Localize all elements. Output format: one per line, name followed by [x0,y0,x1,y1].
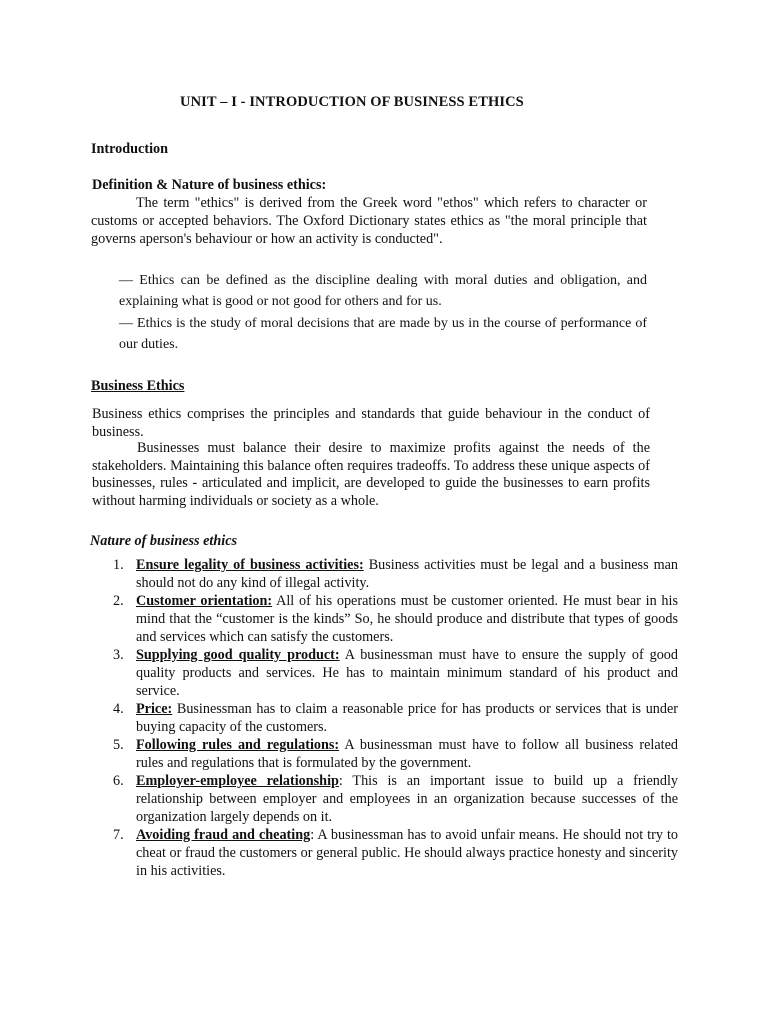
list-item-body [136,826,678,880]
list-item-text: Businessman has to claim a reasonable price for has products or services that is under buying capacity of the customers. [136,701,678,735]
list-item-text: Business activities must be legal and a business man should not do any kind of illegal activity. [136,557,678,591]
list-item-label: Supplying good quality product: [136,647,340,663]
nature-heading: Nature of business ethics [90,533,238,549]
list-number: 4. [113,701,124,717]
list-item-body [136,646,678,700]
list-item-body [136,592,678,646]
list-item-label: Customer orientation: [136,593,273,609]
definition-paragraph [91,194,647,248]
list-item [108,826,678,880]
list-item-body [136,736,678,772]
list-item-text: All of his operations must be customer oriented. He must bear in his mind that the “customer is the kinds” So, he should produce and distribute that types of goods and services which can satisfy the customers. [136,593,678,645]
list-item [108,772,678,826]
page-title: UNIT – I - INTRODUCTION OF BUSINESS ETHICS [180,94,524,110]
introduction-heading: Introduction [91,141,168,157]
definition-heading: Definition & Nature of business ethics: [92,177,327,193]
list-item-text: A businessman must have to follow all business related rules and regulations that is formulated by the government. [136,737,678,771]
list-item-text: : A businessman has to avoid unfair means. He should not try to cheat or fraud the customers or general public. He should always practice honesty and sincerity in his activities. [136,827,678,879]
list-item [108,736,678,772]
list-item-body [136,556,678,592]
list-number: 6. [113,773,124,789]
list-number: 5. [113,737,124,753]
list-item-label: Employer-employee relationship [136,773,339,789]
list-item-body [136,772,678,826]
list-item-body [136,700,678,736]
list-item-label: Following rules and regulations: [136,737,340,753]
definition-text: The term "ethics" is derived from the Greek word "ethos" which refers to character or customs or accepted behaviors. The Oxford Dictionary states ethics as "the moral principle that governs aperson's behaviour or how an activity is conducted". [91,195,647,247]
list-item-text: : This is an important issue to build up a friendly relationship between employer and employees in an organization because successes of the organization largely depends on it. [136,773,678,825]
list-number: 1. [113,557,124,573]
list-number: 3. [113,647,124,663]
business-ethics-paragraph-2 [92,440,650,510]
list-item [108,592,678,646]
nature-list [108,556,678,880]
list-item [108,556,678,592]
list-item [108,646,678,700]
dash-point-2: — Ethics is the study of moral decisions that are made by us in the course of performance of our duties. [119,316,647,352]
business-ethics-paragraph-1: Business ethics comprises the principles and standards that guide behaviour in the conduct of business. [92,406,650,440]
list-item-text: A businessman must have to ensure the supply of good quality products and services. He has to maintain minimum standard of his product and service. [136,647,678,699]
list-number: 2. [113,593,124,609]
list-item-label: Ensure legality of business activities: [136,557,364,573]
list-number: 7. [113,827,124,843]
dash-point-1: — Ethics can be defined as the discipline dealing with moral duties and obligation, and explaining what is good or not good for others and for us. [119,273,647,309]
business-ethics-heading: Business Ethics [91,378,185,394]
list-item [108,700,678,736]
list-item-label: Price: [136,701,173,717]
list-item-label: Avoiding fraud and cheating [136,827,311,843]
business-ethics-paragraph-2-text: Businesses must balance their desire to maximize profits against the needs of the stakeholders. Maintaining this balance often requires tradeoffs. To address these unique aspects of businesses, rules - articulated and implicit, are developed to guide the businesses to earn profits without harming individuals or society as a whole. [92,440,650,509]
